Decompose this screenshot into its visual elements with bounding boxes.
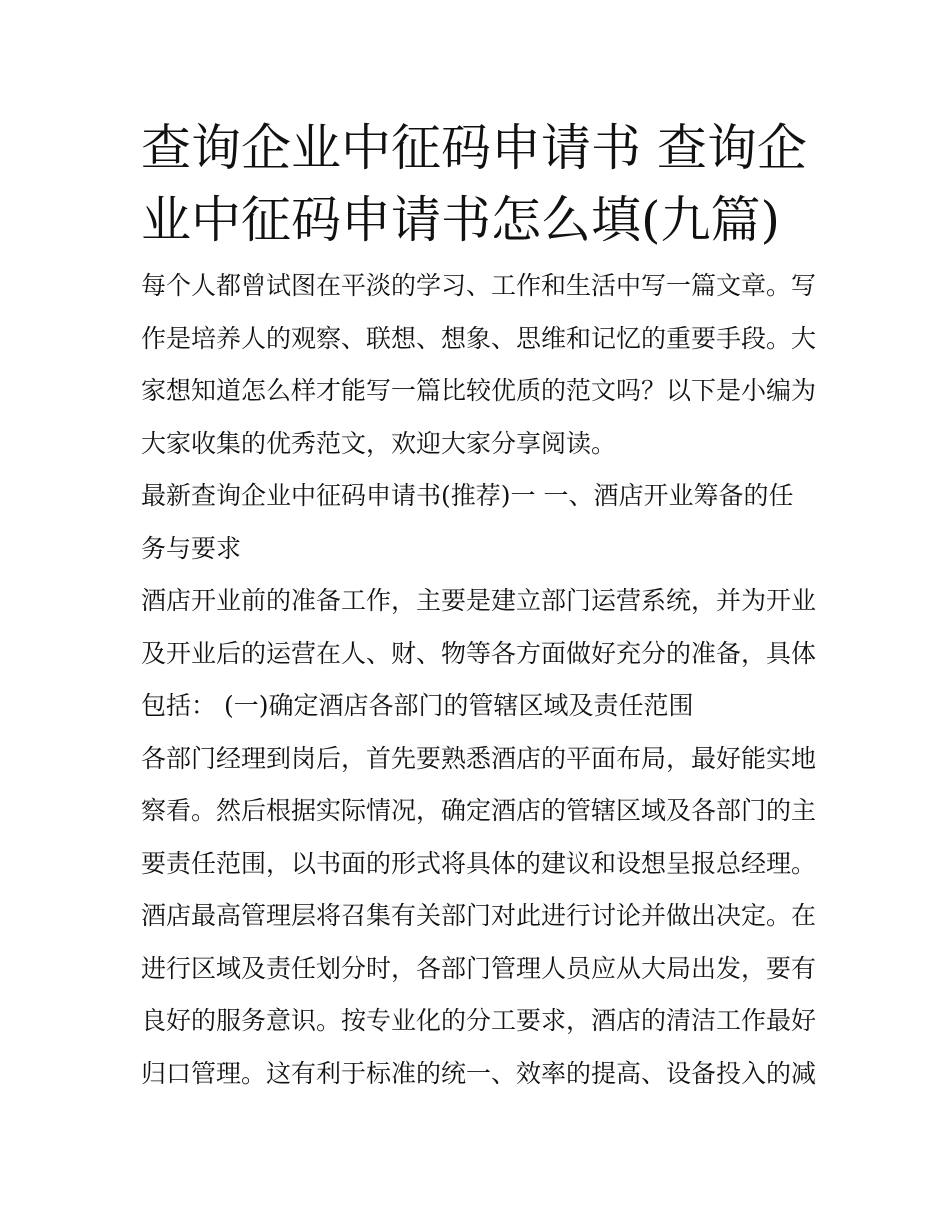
text-line: 包括： (一)确定酒店各部门的管辖区域及责任范围 xyxy=(141,691,694,720)
text-line: 及开业后的运营在人、财、物等各方面做好充分的准备，具体 xyxy=(141,638,817,668)
title-line: 查询企业中征码申请书 查询企 xyxy=(141,119,807,177)
text-line: 良好的服务意识。按专业化的分工要求，酒店的清洁工作最好 xyxy=(141,1006,817,1035)
text-line: 酒店开业前的准备工作，主要是建立部门运营系统，并为开业 xyxy=(141,586,817,615)
intro-paragraph xyxy=(141,260,817,470)
document-body xyxy=(141,112,817,1100)
text-line: 进行区域及责任划分时，各部门管理人员应从大局出发，要有 xyxy=(141,953,817,983)
text-line: 归口管理。这有利于标准的统一、效率的提高、设备投入的减 xyxy=(141,1058,817,1088)
preparation-paragraph xyxy=(141,575,817,733)
text-line: 察看。然后根据实际情况，确定酒店的管辖区域及各部门的主 xyxy=(141,796,817,825)
text-line: 务与要求 xyxy=(141,533,242,563)
text-line: 要责任范围，以书面的形式将具体的建议和设想呈报总经理。 xyxy=(141,848,817,878)
section-heading-paragraph xyxy=(141,470,813,575)
text-line: 各部门经理到岗后，首先要熟悉酒店的平面布局，最好能实地 xyxy=(141,743,817,773)
text-line: 大家收集的优秀范文，欢迎大家分享阅读。 xyxy=(141,428,617,458)
document-title xyxy=(141,112,813,256)
title-line: 业中征码申请书怎么填(九篇) xyxy=(141,191,781,249)
text-line: 酒店最高管理层将召集有关部门对此进行讨论并做出决定。在 xyxy=(141,901,817,930)
text-line: 作是培养人的观察、联想、想象、思维和记忆的重要手段。大 xyxy=(141,323,817,353)
text-line: 最新查询企业中征码申请书(推荐)一 一、酒店开业筹备的任 xyxy=(141,481,794,510)
department-paragraph xyxy=(141,733,817,1101)
text-line: 家想知道怎么样才能写一篇比较优质的范文吗？以下是小编为 xyxy=(141,376,817,405)
text-line: 每个人都曾试图在平淡的学习、工作和生活中写一篇文章。写 xyxy=(141,271,817,300)
